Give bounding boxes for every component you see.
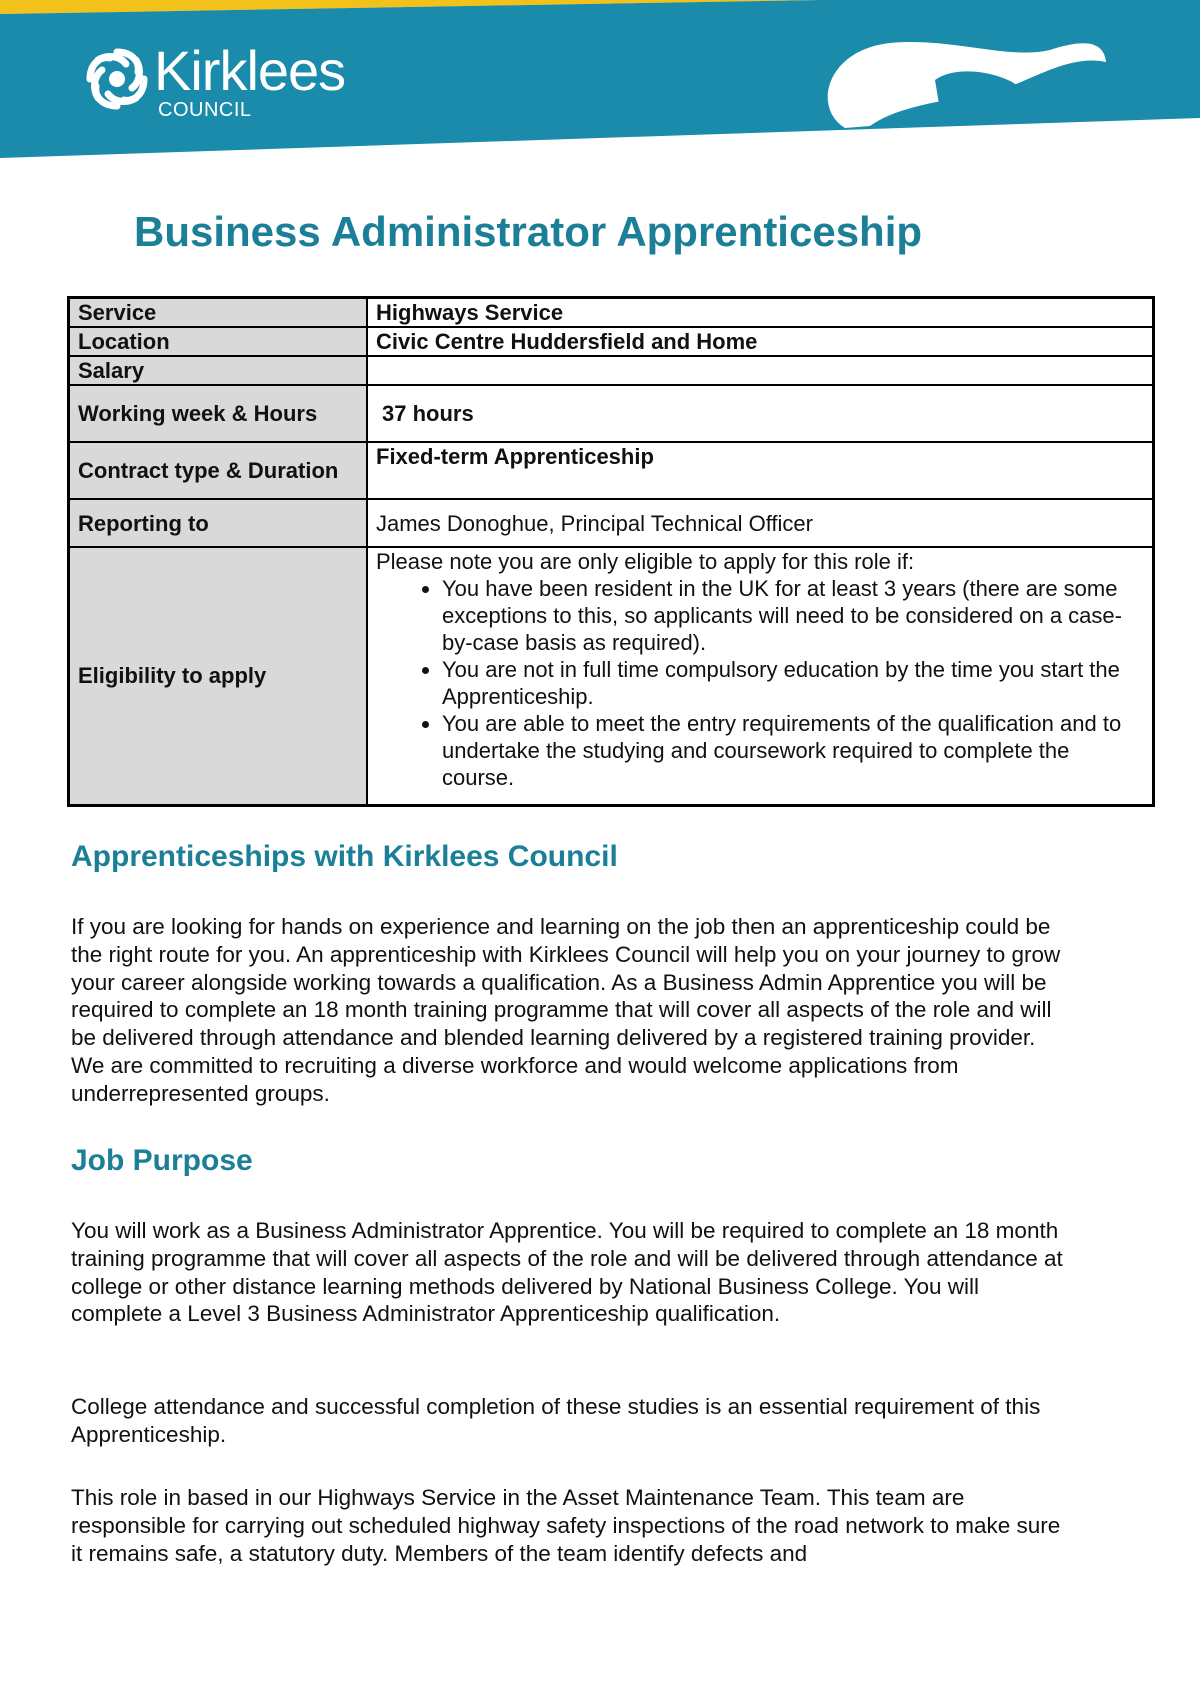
kirklees-logo[interactable] [82,39,382,134]
table-row [69,499,1154,547]
logo-name: Kirklees [154,39,346,102]
reporting-to-value: James Donoghue, Principal Technical Officer [367,499,1154,547]
contract-type-label: Contract type & Duration [69,442,368,499]
working-week-value: 37 hours [367,385,1154,442]
table-row [69,356,1154,385]
salary-label: Salary [69,356,368,385]
location-label: Location [69,327,368,356]
reporting-to-label: Reporting to [69,499,368,547]
kirklees-swirl-icon [82,44,152,114]
apprenticeships-paragraph: If you are looking for hands on experience and learning on the job then an apprenticeship could be the right route for you. An apprenticeship with Kirklees Council will help you on your journey to grow your career alongside working towards a qualification. As a Business Admin Apprentice you will be required to complete an 18 month training programme that will cover all aspects of the role and will be delivered through attendance and blended learning delivered by a registered training provider. We are committed to recruiting a diverse workforce and would welcome applications from underrepresented groups. [71,914,1061,1106]
service-value: Highways Service [367,298,1154,328]
table-row [69,547,1154,805]
list-item: • You are not in full time compulsory education by the time you start the Apprenticeship. [442,656,1144,710]
job-purpose-paragraph-2: College attendance and successful completion of these studies is an essential requirement of this Apprenticeship. [71,1394,1041,1447]
job-purpose-paragraph-3: This role in based in our Highways Service in the Asset Maintenance Team. This team are responsible for carrying out scheduled highway safety inspections of the road network to make sure it remains safe, a statutory duty. Members of the team identify defects and [71,1485,1061,1566]
page-title: Business Administrator Apprenticeship [134,208,923,255]
job-purpose-heading: Job Purpose [71,1144,253,1177]
eligibility-label: Eligibility to apply [69,547,368,805]
table-row [69,385,1154,442]
job-purpose-paragraph-1: You will work as a Business Administrator Apprentice. You will be required to complete an 18 month training programme that will cover all aspects of the role and will be delivered through attendance at college or other distance learning methods delivered by National Business College. You will complete a Level 3 Business Administrator Apprenticeship qualification. [71,1218,1063,1327]
eligibility-intro: Please note you are only eligible to apply for this role if: [376,549,915,574]
list-item: • You are able to meet the entry requirements of the qualification and to undertake the studying and coursework required to complete the course. [442,710,1144,791]
apprenticeships-heading: Apprenticeships with Kirklees Council [71,840,618,873]
table-row [69,298,1154,328]
header-banner [0,0,1200,170]
salary-value [367,356,1154,385]
working-week-label: Working week & Hours [69,385,368,442]
logo-subtitle: COUNCIL [158,99,252,121]
contract-type-value: Fixed-term Apprenticeship [367,442,1154,499]
eligibility-list [376,575,1144,791]
service-label: Service [69,298,368,328]
job-details-table [67,296,1155,807]
eligibility-value [367,547,1154,805]
list-item: • You have been resident in the UK for at least 3 years (there are some exceptions to this, so applicants will need to be considered on a case-by-case basis as required). [442,575,1144,656]
table-row [69,442,1154,499]
location-value: Civic Centre Huddersfield and Home [367,327,1154,356]
table-row [69,327,1154,356]
